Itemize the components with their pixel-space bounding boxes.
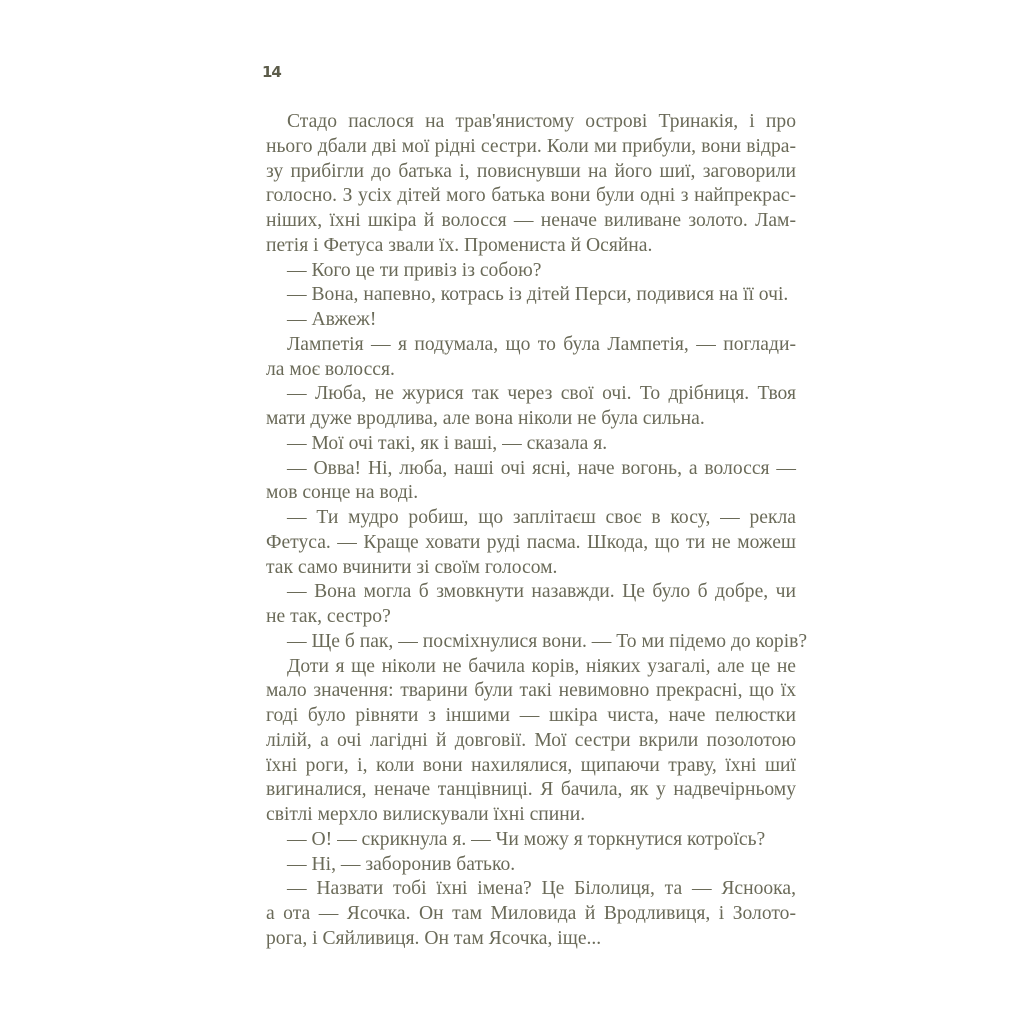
- text-line: мало значення: тварини були такі невимовно прекрасні, що їх: [266, 680, 796, 702]
- text-line: зу прибігли до батька і, повиснувши на його шиї, заговорили: [266, 160, 796, 182]
- text-line: Доти я ще ніколи не бачила корів, ніяких узагалі, але це не: [287, 655, 796, 677]
- text-line: а ота — Ясочка. Он там Миловида й Вродливиця, і Золото-: [266, 903, 796, 924]
- text-line: годі було рівняти з іншими — шкіра чиста, наче пелюстки: [266, 705, 796, 726]
- text-line: не так, сестро?: [266, 606, 391, 627]
- text-line: — Ні, — заборонив батько.: [287, 853, 516, 875]
- text-line: — Люба, не журися так через свої очі. То дрібниця. Твоя: [287, 383, 796, 405]
- text-line: — Мої очі такі, як і ваші, — сказала я.: [287, 432, 608, 454]
- text-line: Фетуса. — Краще ховати руді пасма. Шкода, що ти не можеш: [266, 531, 796, 553]
- text-line: — Назвати тобі їхні імена? Це Білолиця, та — Ясноока,: [287, 878, 796, 900]
- page-number: 14: [262, 63, 281, 81]
- text-line: петія і Фетуса звали їх. Промениста й Осяйна.: [266, 234, 653, 256]
- text-line: рога, і Сяйливиця. Он там Ясочка, іще...: [266, 927, 602, 949]
- text-line: мати дуже вродлива, але вона ніколи не була сильна.: [266, 408, 705, 429]
- text-line: нього дбали дві мої рідні сестри. Коли ми прибули, вони відра-: [266, 135, 796, 157]
- text-line: голосно. З усіх дітей мого батька вони були одні з найпрекрас-: [266, 185, 796, 207]
- text-line: — Ти мудро робиш, що заплітаєш своє в косу, — рекла: [287, 507, 796, 528]
- text-line: так само вчинити зі своїм голосом.: [266, 556, 558, 578]
- text-line: — Авжеж!: [287, 309, 377, 330]
- text-line: вигиналися, неначе танцівниці. Я бачила, як у надвечірньому: [266, 779, 796, 801]
- text-line: Лампетія — я подумала, що то була Лампетія, — поглади-: [287, 333, 796, 355]
- text-line: — Кого це ти привіз із собою?: [287, 259, 542, 281]
- text-line: — Овва! Ні, люба, наші очі ясні, наче вогонь, а волосся —: [287, 457, 796, 479]
- text-line: — О! — скрикнула я. — Чи можу я торкнутися котроїсь?: [287, 828, 766, 850]
- text-line: — Ще б пак, — посміхнулися вони. — То ми підемо до корів?: [287, 630, 808, 652]
- text-line: їхні роги, і, коли вони нахилялися, щипаючи траву, їхні шиї: [266, 754, 796, 776]
- text-line: ніших, їхні шкіра й волосся — неначе виливане золото. Лам-: [266, 210, 796, 231]
- text-line: мов сонце на воді.: [266, 482, 419, 504]
- text-line: — Вона, напевно, котрась із дітей Перси, подивися на її очі.: [287, 284, 789, 306]
- text-line: Стадо паслося на трав'янистому острові Тринакія, і про: [287, 111, 796, 132]
- text-line: ла моє волосся.: [266, 358, 395, 380]
- text-line: — Вона могла б змовкнути назавжди. Це було б добре, чи: [287, 581, 796, 603]
- text-line: світлі мерхло вилискували їхні спини.: [266, 804, 586, 825]
- text-line: лілій, а очі лагідні й довговії. Мої сестри вкрили позолотою: [266, 729, 796, 751]
- body-text: [266, 110, 808, 952]
